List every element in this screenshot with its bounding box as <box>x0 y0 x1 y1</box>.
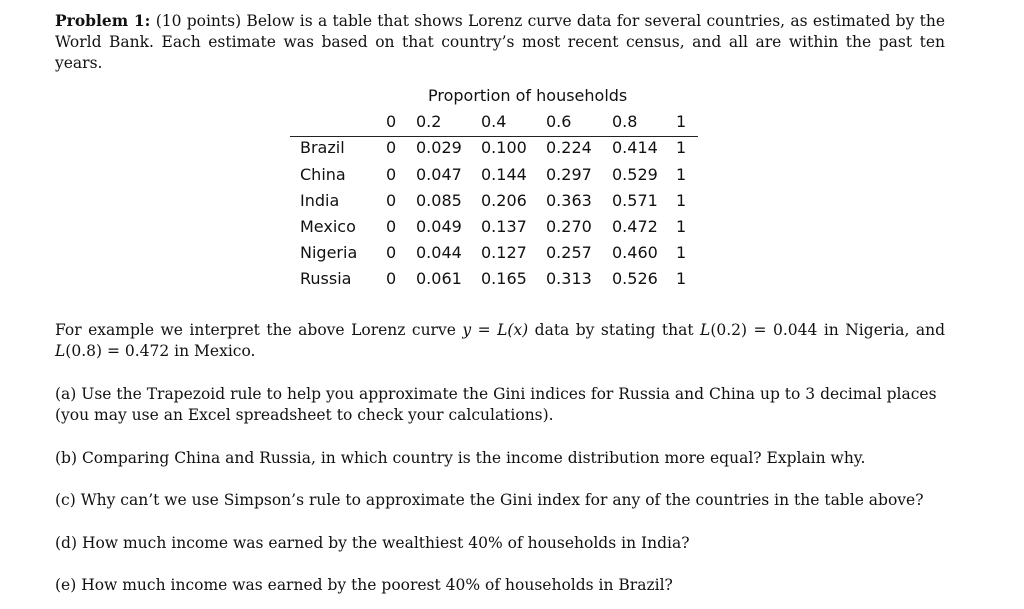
country-name: Russia <box>300 269 352 288</box>
question-e: (e) How much income was earned by the poorest 40% of households in Brazil? <box>55 576 673 594</box>
country-name: India <box>300 191 340 210</box>
table-cell: 1 <box>676 243 687 262</box>
question-c: (c) Why can’t we use Simpson’s rule to approximate the Gini index for any of the countries in the table above? <box>55 491 924 509</box>
example-text: For example we interpret the above Lorenz curve <box>55 321 463 339</box>
question-b: (b) Comparing China and Russia, in which country is the income distribution more equal? Explain why. <box>55 449 866 467</box>
country-name: Mexico <box>300 217 356 236</box>
table-cell: 0.144 <box>481 165 527 184</box>
table-cell: 0.047 <box>416 165 462 184</box>
table-cell: 0.257 <box>546 243 592 262</box>
table-cell: 0 <box>386 269 397 288</box>
table-cell: 0 <box>386 217 397 236</box>
math-var-L: L <box>700 321 711 339</box>
table-cell: 0.165 <box>481 269 527 288</box>
table-cell: 0.414 <box>612 138 658 157</box>
table-cell: 0.526 <box>612 269 658 288</box>
table-cell: 0.270 <box>546 217 592 236</box>
table-cell: 0.297 <box>546 165 592 184</box>
example-text: (0.2) = 0.044 in Nigeria, and <box>710 321 946 339</box>
header-divider <box>290 136 698 137</box>
table-cell: 0.571 <box>612 191 658 210</box>
table-cell: 1 <box>676 217 687 236</box>
table-cell: 1 <box>676 269 687 288</box>
math-var-x: (x) <box>507 321 529 339</box>
table-cell: 0.224 <box>546 138 592 157</box>
table-caption: Proportion of households <box>428 86 628 105</box>
problem-intro <box>55 10 945 74</box>
table-cell: 0.029 <box>416 138 462 157</box>
header-cell: 0.4 <box>481 112 507 131</box>
header-cell: 0.6 <box>546 112 572 131</box>
table-cell: 0 <box>386 191 397 210</box>
table-cell: 0 <box>386 243 397 262</box>
table-cell: 0.100 <box>481 138 527 157</box>
table-cell: 0.044 <box>416 243 462 262</box>
table-cell: 0 <box>386 165 397 184</box>
math-var-y: y <box>462 321 472 339</box>
header-cell: 0.8 <box>612 112 638 131</box>
question-a: (a) Use the Trapezoid rule to help you approximate the Gini indices for Russia and China up to 3 decimal places (you may use an Excel spreadsheet to check your calculations). <box>55 385 937 424</box>
header-cell: 0.2 <box>416 112 442 131</box>
example-text: (0.8) = 0.472 in Mexico. <box>65 342 256 360</box>
math-equals: = <box>471 321 498 339</box>
country-name: Nigeria <box>300 243 358 262</box>
table-cell: 1 <box>676 138 687 157</box>
table-cell: 0.529 <box>612 165 658 184</box>
table-cell: 0.206 <box>481 191 527 210</box>
table-cell: 0.460 <box>612 243 658 262</box>
table-cell: 0.049 <box>416 217 462 236</box>
math-var-L: L <box>497 321 508 339</box>
table-cell: 0.085 <box>416 191 462 210</box>
header-cell: 0 <box>386 112 397 131</box>
country-name: China <box>300 165 346 184</box>
problem-points: (10 points) <box>155 12 242 30</box>
example-paragraph <box>55 320 945 362</box>
table-cell: 0.363 <box>546 191 592 210</box>
problem-label: Problem 1: <box>55 11 151 30</box>
table-cell: 1 <box>676 191 687 210</box>
table-cell: 0.313 <box>546 269 592 288</box>
table-cell: 1 <box>676 165 687 184</box>
problem-intro-text: Below is a table that shows Lorenz curve data for several countries, as estimated by the World Bank. Each estimate was based on that country’s most recent census, and all are within the past ten years. <box>55 12 945 72</box>
math-var-L: L <box>55 342 66 360</box>
table-cell: 0.061 <box>416 269 462 288</box>
question-d: (d) How much income was earned by the wealthiest 40% of households in India? <box>55 534 690 552</box>
country-name: Brazil <box>300 138 345 157</box>
table-cell: 0 <box>386 138 397 157</box>
header-cell: 1 <box>676 112 687 131</box>
example-text: data by stating that <box>528 321 701 339</box>
table-cell: 0.472 <box>612 217 658 236</box>
table-cell: 0.127 <box>481 243 527 262</box>
table-cell: 0.137 <box>481 217 527 236</box>
